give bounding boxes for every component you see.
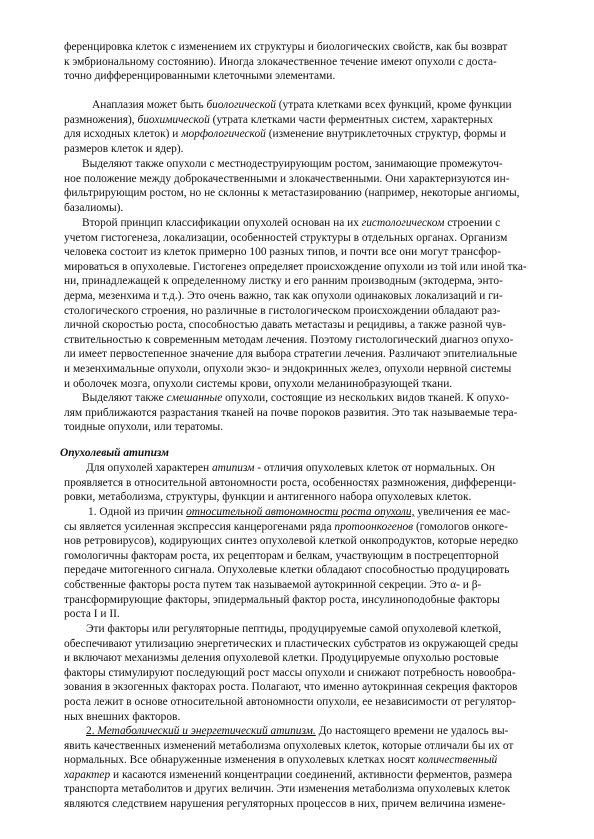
text-line xyxy=(60,216,550,231)
text-line: ни, принадлежащей к определенному листку и его ранним производным (эктодерма, энто- xyxy=(64,275,503,288)
term-protooncogenes: протоонкогенов xyxy=(334,520,414,533)
text-line: учетом гистогенеза, локализации, особенностей структуры в отдельных органах. Организм xyxy=(64,231,508,244)
text-run: 1. Одной из причин xyxy=(88,506,187,518)
paragraph-histological-principle xyxy=(60,216,550,391)
text-line: лям приближаются разрастания тканей на почве пороков развития. Это так называемые тера- xyxy=(64,406,518,419)
text-line: зования в экзогенных факторах роста. Полагают, что именно аутокринная секреция факторов xyxy=(64,681,518,694)
text-line xyxy=(60,98,550,113)
paragraph-metabolic-atypism xyxy=(60,724,550,812)
text-line: ровки, метаболизма, структуры, функции и антигенного набора опухолевых клеток. xyxy=(64,491,472,504)
term-quantitative: количественный xyxy=(417,754,498,767)
text-run: 2. xyxy=(86,725,98,737)
text-run: строении с xyxy=(444,217,501,229)
text-line: дерма, мезенхима и т.д.). Это очень важно, так как опухоли одинаковых локализаций и ги- xyxy=(64,289,503,302)
text-line: Выделяют также опухоли с местнодеструирующим ростом, занимающие промежуточ- xyxy=(82,158,503,170)
text-line: ференцировка клеток с изменением их структуры и биологических свойств, как бы возврат xyxy=(64,41,508,53)
text-line xyxy=(60,520,550,535)
paragraph-mixed-tumors xyxy=(60,391,550,435)
text-line: роста I и II. xyxy=(64,608,120,621)
text-line: фильтрирующим ростом, но не склонны к метастазированию (например, некоторые ангиомы, xyxy=(64,187,520,200)
text-line: стологического строения, но различные в гистологическом происхождении обладают раз- xyxy=(64,304,501,317)
text-run: нормальных. Все обнаруженные изменения в опухолевых клетках носят xyxy=(64,754,418,767)
text-line: и мезенхимальные опухоли, опухоли экзо- и эндокринных желез, опухоли нервной системы xyxy=(64,362,512,375)
text-line xyxy=(60,391,550,406)
text-line xyxy=(60,724,550,739)
text-line: мироваться в опухолевые. Гистогенез определяет происхождение опухоли из той или иной тка- xyxy=(64,260,527,273)
text-run: Анаплазия может быть xyxy=(92,99,207,111)
heading-tumor-atypism: Опухолевый атипизм xyxy=(60,447,169,459)
text-line: размеров клеток и ядер). xyxy=(64,142,184,155)
text-run: сы является усиленная экспрессия канцерогенами ряда xyxy=(64,520,335,533)
text-line: тоидные опухоли, или тератомы. xyxy=(64,421,224,434)
text-run: и касаются изменений концентрации соединений, активности ферментов, размера xyxy=(110,768,512,781)
term-morphological: морфологической xyxy=(181,128,266,141)
paragraph-growth-autonomy xyxy=(60,505,550,622)
text-run: - отличия опухолевых клеток от нормальных. Он xyxy=(254,462,495,474)
text-run: для исходных клеток) и xyxy=(64,128,182,141)
text-line: точно дифференцированными клеточными элементами. xyxy=(64,70,336,83)
term-biological: биологической xyxy=(206,99,276,111)
text-line xyxy=(60,113,550,128)
text-run: размножения), xyxy=(64,113,138,126)
text-line xyxy=(60,505,550,520)
text-line: явить качественных изменений метаболизма опухолевых клеток, которые отличали бы их от xyxy=(64,739,514,752)
text-run: До настоящего времени не удалось вы- xyxy=(315,725,509,737)
text-line: нов ретровирусов), кодирующих синтез опухолевой клеткой онкопродуктов, которые нередко xyxy=(64,535,519,548)
text-line: ных внешних факторов. xyxy=(64,710,181,723)
term-character: характер xyxy=(64,768,111,781)
text-run: увеличения ее мас- xyxy=(414,506,511,518)
text-line xyxy=(60,127,550,142)
text-line: собственные факторы роста путем так называемой аутокринной секреции. Это α- и β- xyxy=(64,578,482,591)
text-line: и включают механизмы деления опухолевой клетки. Продуцируемые опухолью ростовые xyxy=(64,652,499,665)
section-heading xyxy=(60,446,550,461)
text-run: Для опухолей характерен xyxy=(86,462,212,474)
text-line: транспорта метаболитов и других величин. Эти изменения метаболизма опухолевых клеток xyxy=(64,783,511,796)
text-line xyxy=(60,753,550,768)
text-line: факторы стимулируют последующий рост массы опухоли и снижают потребность новообра- xyxy=(64,666,516,679)
text-line: базалиомы). xyxy=(64,201,124,214)
text-line: гомологичны факторам роста, их рецепторам и белкам, участвующим в пострецепторной xyxy=(64,549,499,562)
term-biochemical: биохимической xyxy=(137,113,210,126)
text-line: передаче митогенного сигнала. Опухолевые клетки обладают способностью продуцировать xyxy=(64,564,510,577)
text-line: трансформирующие факторы, эпидермальный фактор роста, инсулиноподобные факторы xyxy=(64,593,500,606)
term-metabolic-atypism: Метаболический и энергетический атипизм. xyxy=(97,725,316,737)
text-run: Выделяют также xyxy=(82,392,167,404)
text-line: обеспечивают утилизацию энергетических и пластических субстратов из окружающей среды xyxy=(64,637,519,650)
term-histological: гистологическом xyxy=(361,217,445,229)
paragraph-atypism-intro xyxy=(60,461,550,505)
text-line: ствительностью к современным методам лечения. Поэтому гистологический диагноз опухо- xyxy=(64,333,514,346)
paragraph-anaplasia xyxy=(60,98,550,156)
text-run: (утрата клетками части ферментных систем, характерных xyxy=(209,113,493,126)
paragraph-continuation xyxy=(60,40,550,84)
text-line: проявляется в относительной автономности роста, особенностях размножения, дифференци- xyxy=(64,476,517,489)
text-run: Второй принцип классификации опухолей основан на их xyxy=(82,217,362,229)
text-line: к эмбриональному состоянию). Иногда злокачественное течение имеют опухоли с доста- xyxy=(64,55,497,68)
text-line xyxy=(60,768,550,783)
term-atypism: атипизм xyxy=(211,462,255,474)
text-line: человека состоит из клеток примерно 100 разных типов, и почти все они могут трансфор- xyxy=(64,246,501,259)
text-run: (гомологов онкоге- xyxy=(413,520,508,533)
text-line xyxy=(60,461,550,476)
text-line: личной скоростью роста, способностью давать метастазы и рецидивы, а также разной чув- xyxy=(64,319,506,332)
paragraph-locally-destructive xyxy=(60,157,550,215)
text-run: (изменение внутриклеточных структур, формы и xyxy=(265,128,507,141)
text-line: являются следствием нарушения регуляторных процессов в них, причем величина измене- xyxy=(64,797,506,810)
text-line: ли имеет первостепенное значение для выбора стратегии лечения. Различают эпителиальные xyxy=(64,348,518,361)
text-run: опухоли, состоящие из нескольких видов тканей. К опухо- xyxy=(222,392,510,404)
term-mixed: смешанные xyxy=(166,392,223,404)
paragraph-regulatory-peptides xyxy=(60,622,550,724)
text-line: ное положение между доброкачественными и злокачественными. Они характеризуются ин- xyxy=(64,172,510,185)
text-run: (утрата клетками всех функций, кроме функции xyxy=(275,99,512,111)
term-relative-autonomy: относительной автономности роста опухоли, xyxy=(186,506,415,518)
text-line: роста лежит в основе относительной автономности опухоли, ее независимости от регулятор- xyxy=(64,695,516,708)
text-line: Эти факторы или регуляторные пептиды, продуцируемые самой опухолевой клеткой, xyxy=(86,623,502,635)
text-line: и оболочек мозга, опухоли системы крови, опухоли меланинобразующей ткани. xyxy=(64,377,453,390)
